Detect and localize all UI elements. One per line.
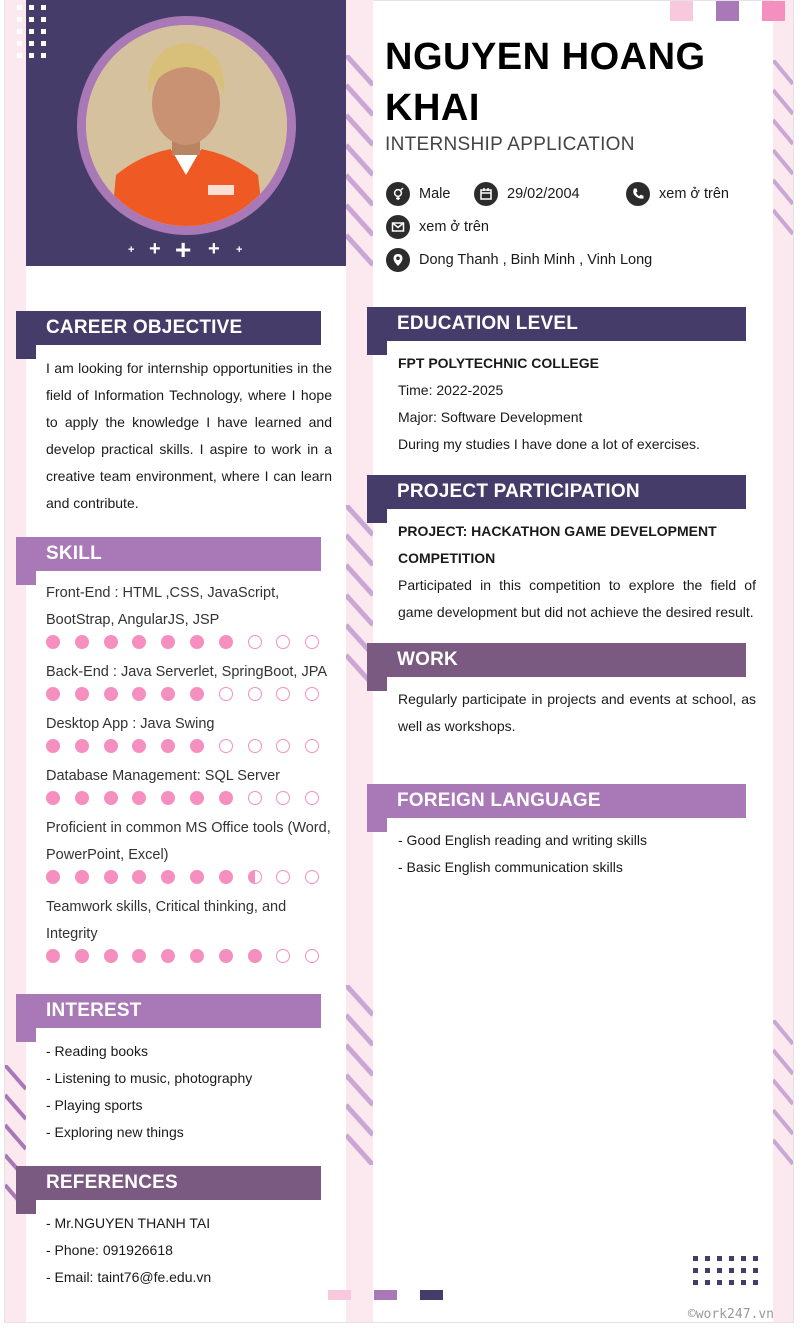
stripe-decoration-top [346,55,373,285]
project-heading: PROJECT PARTICIPATION [367,475,746,509]
rating-dot [248,739,262,753]
language-list [398,827,758,881]
profile-photo [86,25,287,226]
birthdate-value: 29/02/2004 [507,186,580,202]
application-title: INTERNSHIP APPLICATION [385,134,635,155]
work-heading: WORK [367,643,746,677]
deco-bar-lilac [374,1290,397,1300]
skill-label: Back-End : Java Serverlet, SpringBoot, JPA [46,664,328,680]
list-item: - Email: taint76@fe.edu.vn [46,1269,212,1285]
skill-rating [46,870,319,884]
rating-dot [132,739,146,753]
rating-dot [219,635,233,649]
rating-dot [75,739,89,753]
stripe-decoration-right-bottom [773,1020,793,1190]
dot-grid-decoration [17,5,46,58]
list-item: - Listening to music, photography [46,1070,253,1086]
education-heading: EDUCATION LEVEL [367,307,746,341]
list-item: - Reading books [46,1043,148,1059]
project-name: PROJECT: HACKATHON GAME DEVELOPMENT COMPETITION [398,523,717,566]
interest-list [46,1038,326,1146]
gender-icon [386,182,410,206]
contact-phone [626,182,729,206]
list-item: - Playing sports [46,1097,143,1113]
interest-heading: INTEREST [16,994,321,1028]
skill-label: Database Management: SQL Server [46,768,281,784]
skill-rating [46,739,319,753]
mail-icon [386,215,410,239]
rating-dot [305,949,319,963]
rating-dot [46,949,60,963]
skill-label: Front-End : HTML ,CSS, JavaScript, BootStrap, AngularJS, JSP [46,585,280,628]
rating-dot [75,949,89,963]
rating-dot [276,791,290,805]
deco-square-pink [670,1,693,21]
sparkle-icon: + [175,234,192,265]
rating-dot [276,687,290,701]
rating-dot [276,870,290,884]
rating-dot [104,949,118,963]
skill-label: Teamwork skills, Critical thinking, and Integrity [46,899,287,942]
rating-dot [132,635,146,649]
rating-dot [248,635,262,649]
rating-dot [276,949,290,963]
stripe-decoration-right-top [773,60,793,240]
rating-dot [190,870,204,884]
school-name: FPT POLYTECHNIC COLLEGE [398,355,599,371]
rating-dot [161,739,175,753]
email-value: xem ở trên [419,219,489,235]
rating-dot [190,739,204,753]
rating-dot [104,635,118,649]
sparkle-icon: + [149,238,161,260]
sparkle-icon: + [208,238,220,260]
rating-dot [132,949,146,963]
rating-dot [46,739,60,753]
stripe-decoration-bottom [346,985,373,1165]
skill-heading: SKILL [16,537,321,571]
sparkle-icon: + [236,244,243,256]
rating-dot [248,791,262,805]
rating-dot [305,870,319,884]
rating-dot [75,687,89,701]
skill-label: Desktop App : Java Swing [46,716,215,732]
foreign-language-heading: FOREIGN LANGUAGE [367,784,746,818]
rating-dot [248,870,262,884]
rating-dot [161,870,175,884]
rating-dot [305,791,319,805]
dot-grid-decoration [693,1256,758,1285]
rating-dot [75,791,89,805]
address-value: Dong Thanh , Binh Minh , Vinh Long [419,252,653,268]
rating-dot [305,635,319,649]
rating-dot [161,791,175,805]
rating-dot [161,635,175,649]
deco-bar-pink [328,1290,351,1300]
rating-dot [190,949,204,963]
rating-dot [219,687,233,701]
rating-dot [276,739,290,753]
education-details [398,350,758,458]
rating-dot [161,687,175,701]
education-time: Time: 2022-2025 [398,382,504,398]
candidate-name: NGUYEN HOANG KHAI [385,36,706,129]
rating-dot [104,687,118,701]
rating-dot [248,687,262,701]
contact-gender [386,182,450,206]
calendar-icon [474,182,498,206]
project-description: Participated in this competition to explore the field of game development but did not achieve the desired result. [398,577,756,620]
skill-rating [46,791,319,805]
contact-address [386,248,652,272]
deco-bar-navy [420,1290,443,1300]
watermark: ©work247.vn [687,1307,774,1322]
skill-rating [46,949,319,963]
list-item: - Mr.NGUYEN THANH TAI [46,1215,211,1231]
sparkle-icon: + [128,244,135,256]
rating-dot [46,635,60,649]
skill-rating [46,635,319,649]
contact-birthdate [474,182,580,206]
rating-dot [75,870,89,884]
references-list [46,1210,326,1291]
rating-dot [190,687,204,701]
rating-dot [46,791,60,805]
work-description: Regularly participate in projects and events at school, as well as workshops. [398,691,756,734]
education-note: During my studies I have done a lot of exercises. [398,436,700,452]
rating-dot [46,870,60,884]
rating-dot [219,949,233,963]
skill-rating [46,687,319,701]
references-heading: REFERENCES [16,1166,321,1200]
rating-dot [104,739,118,753]
rating-dot [305,687,319,701]
rating-dot [132,870,146,884]
rating-dot [104,791,118,805]
contact-email [386,215,489,239]
deco-square-lilac [716,1,739,21]
rating-dot [305,739,319,753]
rating-dot [75,635,89,649]
skill-label: Proficient in common MS Office tools (Word, PowerPoint, Excel) [46,820,331,863]
rating-dot [132,687,146,701]
phone-value: xem ở trên [659,186,729,202]
list-item: - Phone: 091926618 [46,1242,173,1258]
list-item: - Basic English communication skills [398,859,623,875]
rating-dot [219,791,233,805]
career-objective-text: I am looking for internship opportunities in the field of Information Technology, where I hope to apply the knowledge I have learned and develop practical skills. I aspire to work in a creative team environment, where I can learn and contribute. [46,360,332,511]
list-item: - Good English reading and writing skills [398,832,648,848]
phone-icon [626,182,650,206]
list-item: - Exploring new things [46,1124,184,1140]
career-objective-heading: CAREER OBJECTIVE [16,311,321,345]
location-pin-icon [386,248,410,272]
rating-dot [219,739,233,753]
education-major: Major: Software Development [398,409,583,425]
rating-dot [190,791,204,805]
rating-dot [104,870,118,884]
rating-dot [219,870,233,884]
rating-dot [248,949,262,963]
gender-value: Male [419,186,451,202]
deco-square-rose [762,1,785,21]
rating-dot [161,949,175,963]
rating-dot [46,687,60,701]
rating-dot [276,635,290,649]
rating-dot [190,635,204,649]
rating-dot [132,791,146,805]
